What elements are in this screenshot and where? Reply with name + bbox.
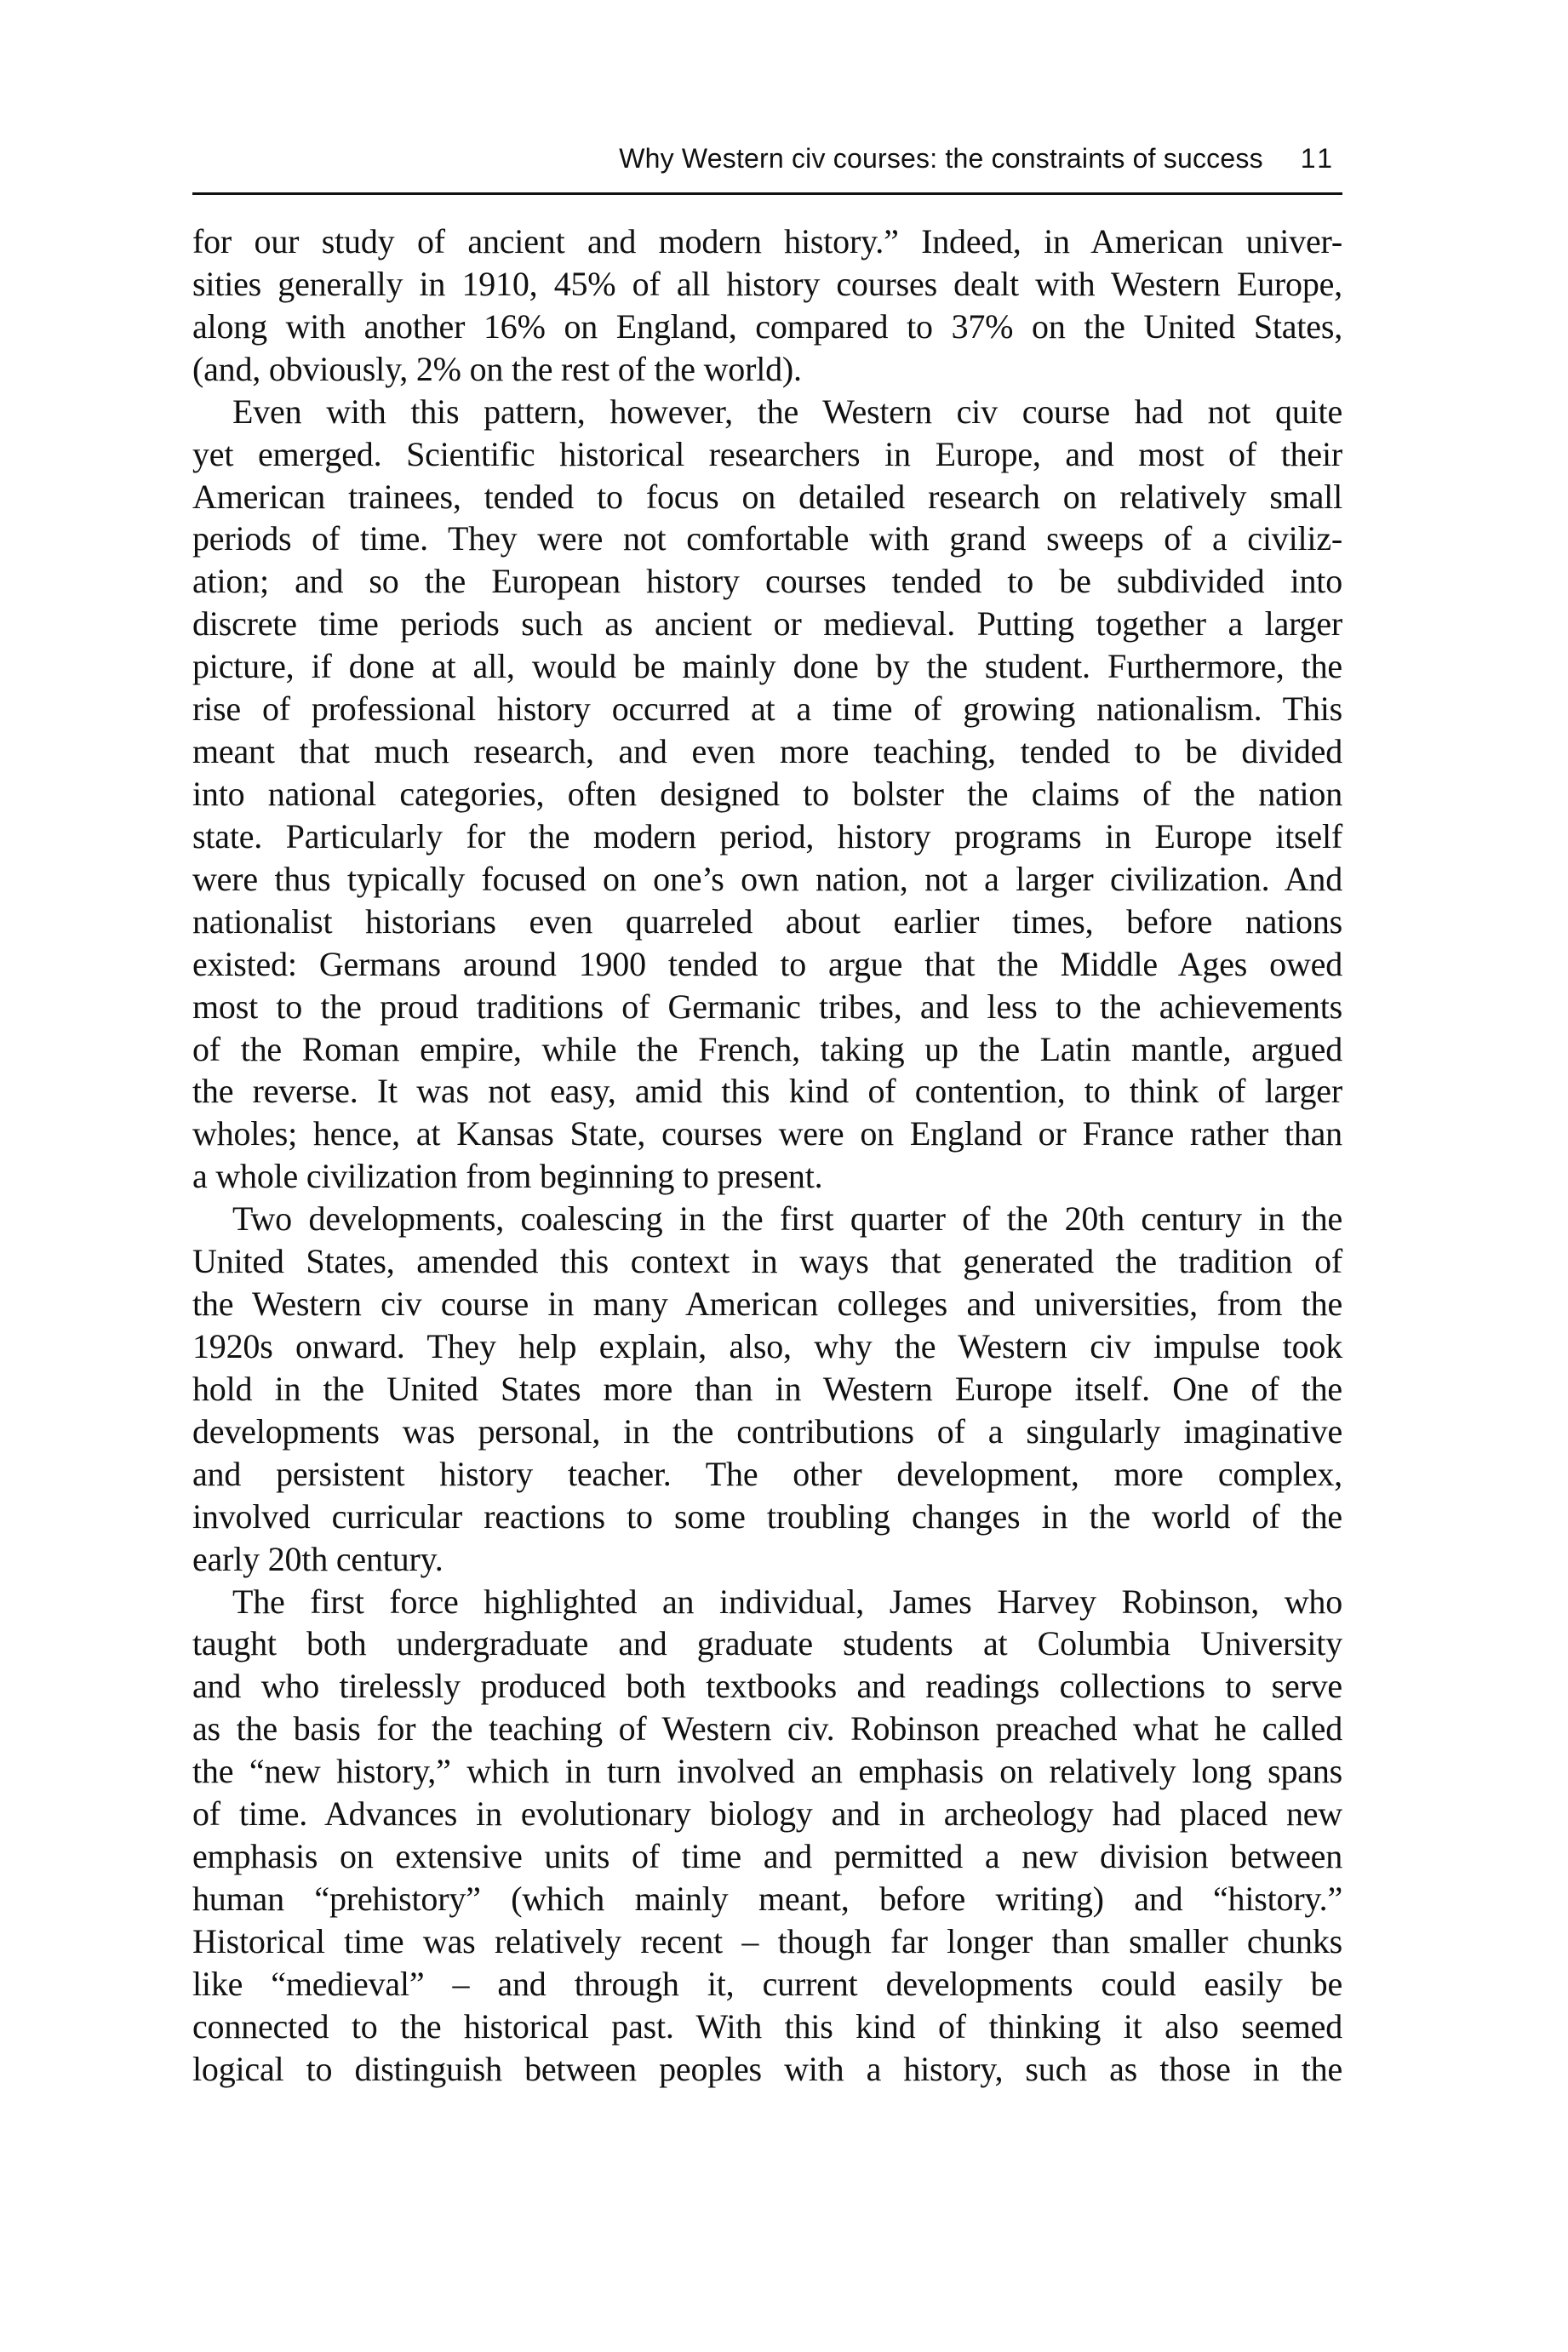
text-line: emphasis on extensive units of time and permitted a new division between bbox=[192, 1837, 1342, 1876]
header-rule-divider bbox=[192, 192, 1342, 195]
text-line: ation; and so the European history courses tended to be subdivided into bbox=[192, 562, 1342, 601]
text-line: yet emerged. Scientific historical researchers in Europe, and most of their bbox=[192, 434, 1342, 473]
text-line: involved curricular reactions to some troubling changes in the world of the bbox=[192, 1496, 1342, 1536]
text-line: as the basis for the teaching of Western civ. Robinson preached what he called bbox=[192, 1709, 1342, 1748]
running-head-title: Why Western civ courses: the constraints of success bbox=[619, 143, 1263, 174]
text-line: connected to the historical past. With this kind of thinking it also seemed bbox=[192, 2006, 1342, 2046]
text-line: discrete time periods such as ancient or medieval. Putting together a larger bbox=[192, 604, 1342, 644]
text-line: along with another 16% on England, compared to 37% on the United States, bbox=[192, 306, 1342, 346]
text-line: most to the proud traditions of Germanic tribes, and less to the achievements bbox=[192, 987, 1342, 1026]
text-line: Two developments, coalescing in the first quarter of the 20th century in the bbox=[232, 1199, 1342, 1239]
text-line: like “medieval” – and through it, current developments could easily be bbox=[192, 1964, 1342, 2003]
text-line: the reverse. It was not easy, amid this kind of contention, to think of larger bbox=[192, 1072, 1342, 1111]
paragraph bbox=[192, 1581, 1342, 2091]
paragraph bbox=[192, 391, 1342, 1199]
text-line: the Western civ course in many American colleges and universities, from the bbox=[192, 1285, 1342, 1324]
paragraph bbox=[192, 220, 1342, 391]
text-line: hold in the United States more than in Western Europe itself. One of the bbox=[192, 1369, 1342, 1408]
text-line: The first force highlighted an individual, James Harvey Robinson, who bbox=[232, 1582, 1342, 1621]
text-line: the “new history,” which in turn involved an emphasis on relatively long spans bbox=[192, 1752, 1342, 1791]
text-line: American trainees, tended to focus on detailed research on relatively small bbox=[192, 477, 1342, 516]
text-line: meant that much research, and even more teaching, tended to be divided bbox=[192, 732, 1342, 771]
text-line: for our study of ancient and modern history.” Indeed, in American univer- bbox=[192, 222, 1342, 260]
text-line: a whole civilization from beginning to present. bbox=[192, 1157, 823, 1196]
text-line: human “prehistory” (which mainly meant, before writing) and “history.” bbox=[192, 1879, 1342, 1918]
text-line: Even with this pattern, however, the Western civ course had not quite bbox=[232, 392, 1342, 431]
text-line: into national categories, often designed to bolster the claims of the nation bbox=[192, 774, 1342, 813]
text-line: early 20th century. bbox=[192, 1539, 444, 1578]
page-number: 11 bbox=[1300, 143, 1336, 174]
text-line: were thus typically focused on one’s own nation, not a larger civilization. And bbox=[192, 859, 1342, 898]
running-head bbox=[192, 143, 1342, 180]
text-line: existed: Germans around 1900 tended to argue that the Middle Ages owed bbox=[192, 944, 1342, 983]
text-line: and persistent history teacher. The other development, more complex, bbox=[192, 1454, 1342, 1493]
text-line: developments was personal, in the contributions of a singularly imaginative bbox=[192, 1411, 1342, 1451]
text-line: sities generally in 1910, 45% of all history courses dealt with Western Europe, bbox=[192, 264, 1342, 303]
text-line: periods of time. They were not comfortable with grand sweeps of a civiliz- bbox=[192, 519, 1342, 558]
text-line: Historical time was relatively recent – though far longer than smaller chunks bbox=[192, 1921, 1342, 1960]
body-text bbox=[192, 220, 1342, 2091]
text-line: picture, if done at all, would be mainly done by the student. Furthermore, the bbox=[192, 647, 1342, 686]
text-line: of time. Advances in evolutionary biology and in archeology had placed new bbox=[192, 1794, 1342, 1834]
paragraph bbox=[192, 1198, 1342, 1580]
text-line: taught both undergraduate and graduate students at Columbia University bbox=[192, 1624, 1342, 1663]
text-line: and who tirelessly produced both textbooks and readings collections to serve bbox=[192, 1667, 1342, 1706]
text-line: 1920s onward. They help explain, also, why the Western civ impulse took bbox=[192, 1326, 1342, 1365]
text-line: logical to distinguish between peoples with a history, such as those in the bbox=[192, 2049, 1342, 2088]
text-line: United States, amended this context in ways that generated the tradition of bbox=[192, 1242, 1342, 1281]
text-line: rise of professional history occurred at a time of growing nationalism. This bbox=[192, 690, 1342, 729]
text-line: (and, obviously, 2% on the rest of the world). bbox=[192, 349, 802, 388]
text-line: wholes; hence, at Kansas State, courses were on England or France rather than bbox=[192, 1114, 1342, 1153]
text-line: state. Particularly for the modern period, history programs in Europe itself bbox=[192, 816, 1342, 856]
text-line: nationalist historians even quarreled about earlier times, before nations bbox=[192, 901, 1342, 941]
text-line: of the Roman empire, while the French, taking up the Latin mantle, argued bbox=[192, 1029, 1342, 1068]
